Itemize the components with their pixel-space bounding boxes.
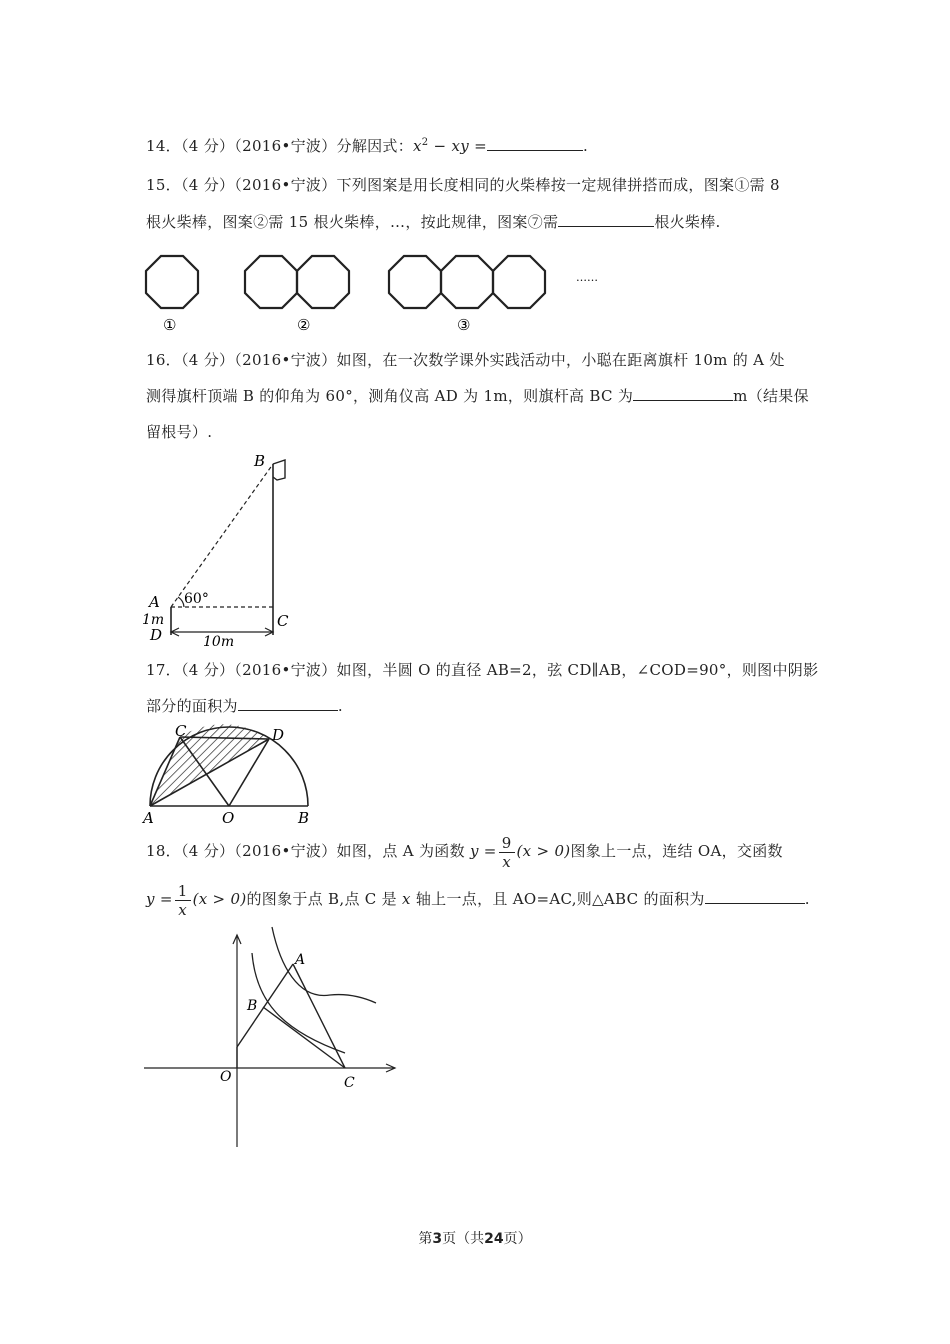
pattern-label-2: ② [297, 316, 311, 334]
q17-answer-blank[interactable] [238, 696, 338, 711]
q18-line2c: . [804, 890, 810, 908]
q14-text [146, 133, 588, 156]
q14-answer-blank[interactable] [487, 136, 583, 151]
q16-line2 [146, 386, 809, 406]
q18-line2a: 的图象于点 B,点 C 是 [246, 890, 403, 908]
label-C: C [175, 722, 187, 740]
label-B: B [254, 452, 266, 470]
label-O: O [220, 1069, 232, 1085]
label-D: D [272, 726, 285, 744]
footer-post: 页） [503, 1231, 532, 1247]
q18-f2-num: 1 [175, 882, 191, 901]
q14-prefix: 14．（4 分）（2016•宁波）分解因式： [146, 137, 414, 155]
q18-f1-fraction [499, 834, 515, 871]
q16-line3: 留根号）. [146, 423, 213, 441]
q18-answer-blank[interactable] [705, 889, 805, 904]
height-label: 1m [142, 612, 165, 628]
octagon-pattern-2a [245, 256, 297, 308]
q18-line1a: 18．（4 分）（2016•宁波）如图，点 A 为函数 [146, 842, 470, 860]
q14-expr-x: x [413, 137, 422, 155]
q18-f1-cond: (x > 0) [516, 842, 571, 860]
q15-line1: 15．（4 分）（2016•宁波）下列图案是用长度相同的火柴棒按一定规律拼搭而成，图案①需 8 [146, 176, 780, 194]
q18-line1b: 图象上一点，连结 OA，交函数 [570, 842, 783, 860]
label-C: C [277, 612, 289, 630]
q16-line2b: m（结果保 [733, 387, 809, 405]
q18-f2-lhs: y = [146, 890, 173, 908]
q14-expr-rest: − xy = [428, 137, 487, 155]
q18-graph-figure [140, 925, 410, 1150]
footer-mid: 页（共 [442, 1231, 485, 1247]
q15-answer-blank[interactable] [558, 212, 654, 227]
q18-f1-num: 9 [499, 834, 515, 853]
q15-line2 [146, 212, 721, 232]
footer-page-number: 3 [432, 1231, 443, 1247]
q17-line2b: . [337, 697, 343, 715]
pattern-label-1: ① [163, 316, 177, 334]
page-footer [0, 1228, 950, 1248]
q14-expr-sup: 2 [421, 137, 429, 148]
octagon-pattern-2b [297, 256, 349, 308]
footer-total-pages: 24 [484, 1231, 504, 1247]
q15-matchstick-figure [140, 248, 610, 338]
q18-line2 [146, 880, 810, 920]
label-D: D [150, 626, 163, 644]
footer-pre: 第 [418, 1231, 433, 1247]
label-B: B [247, 998, 258, 1014]
q16-answer-blank[interactable] [633, 386, 733, 401]
q18-f2-fraction [175, 882, 191, 919]
q18-f1-lhs: y = [469, 842, 497, 860]
label-B: B [298, 809, 310, 827]
q18-f1-den: x [502, 852, 511, 871]
octagon-pattern-1 [146, 256, 198, 308]
q18-f2-den: x [178, 900, 188, 919]
label-A: A [149, 593, 160, 611]
angle-label: 60° [184, 591, 209, 607]
label-A: A [295, 952, 306, 968]
pattern-label-3: ③ [457, 316, 471, 334]
q17-line2 [146, 696, 343, 716]
q18-line1 [146, 832, 783, 872]
distance-label: 10m [203, 634, 235, 650]
q17-semicircle-figure [140, 722, 320, 832]
label-C: C [344, 1075, 355, 1091]
q18-f2-cond: (x > 0) [192, 890, 247, 908]
q16-flagpole-figure [140, 450, 310, 650]
pattern-ellipsis: …… [576, 271, 598, 284]
q18-line2x: x [402, 890, 411, 908]
q16-line2a: 测得旗杆顶端 B 的仰角为 60°，测角仪高 AD 为 1m，则旗杆高 BC 为 [146, 387, 634, 405]
q17-line2a: 部分的面积为 [146, 697, 238, 715]
q17-line1: 17．（4 分）（2016•宁波）如图，半圆 O 的直径 AB=2，弦 CD∥AB，∠COD=90°，则图中阴影 [146, 661, 819, 679]
q14-end: . [582, 137, 589, 155]
q15-line2b: 根火柴棒. [654, 213, 721, 231]
q15-line2a: 根火柴棒，图案②需 15 根火柴棒，…，按此规律，图案⑦需 [146, 213, 559, 231]
octagon-pattern-3c [493, 256, 545, 308]
q16-line1: 16．（4 分）（2016•宁波）如图，在一次数学课外实践活动中，小聪在距离旗杆 10m 的 A 处 [146, 351, 785, 369]
octagon-pattern-3b [441, 256, 493, 308]
q18-line2b: 轴上一点，且 AO=AC,则△ABC 的面积为 [410, 890, 705, 908]
label-O: O [222, 809, 235, 827]
octagon-pattern-3a [389, 256, 441, 308]
label-A: A [143, 809, 154, 827]
